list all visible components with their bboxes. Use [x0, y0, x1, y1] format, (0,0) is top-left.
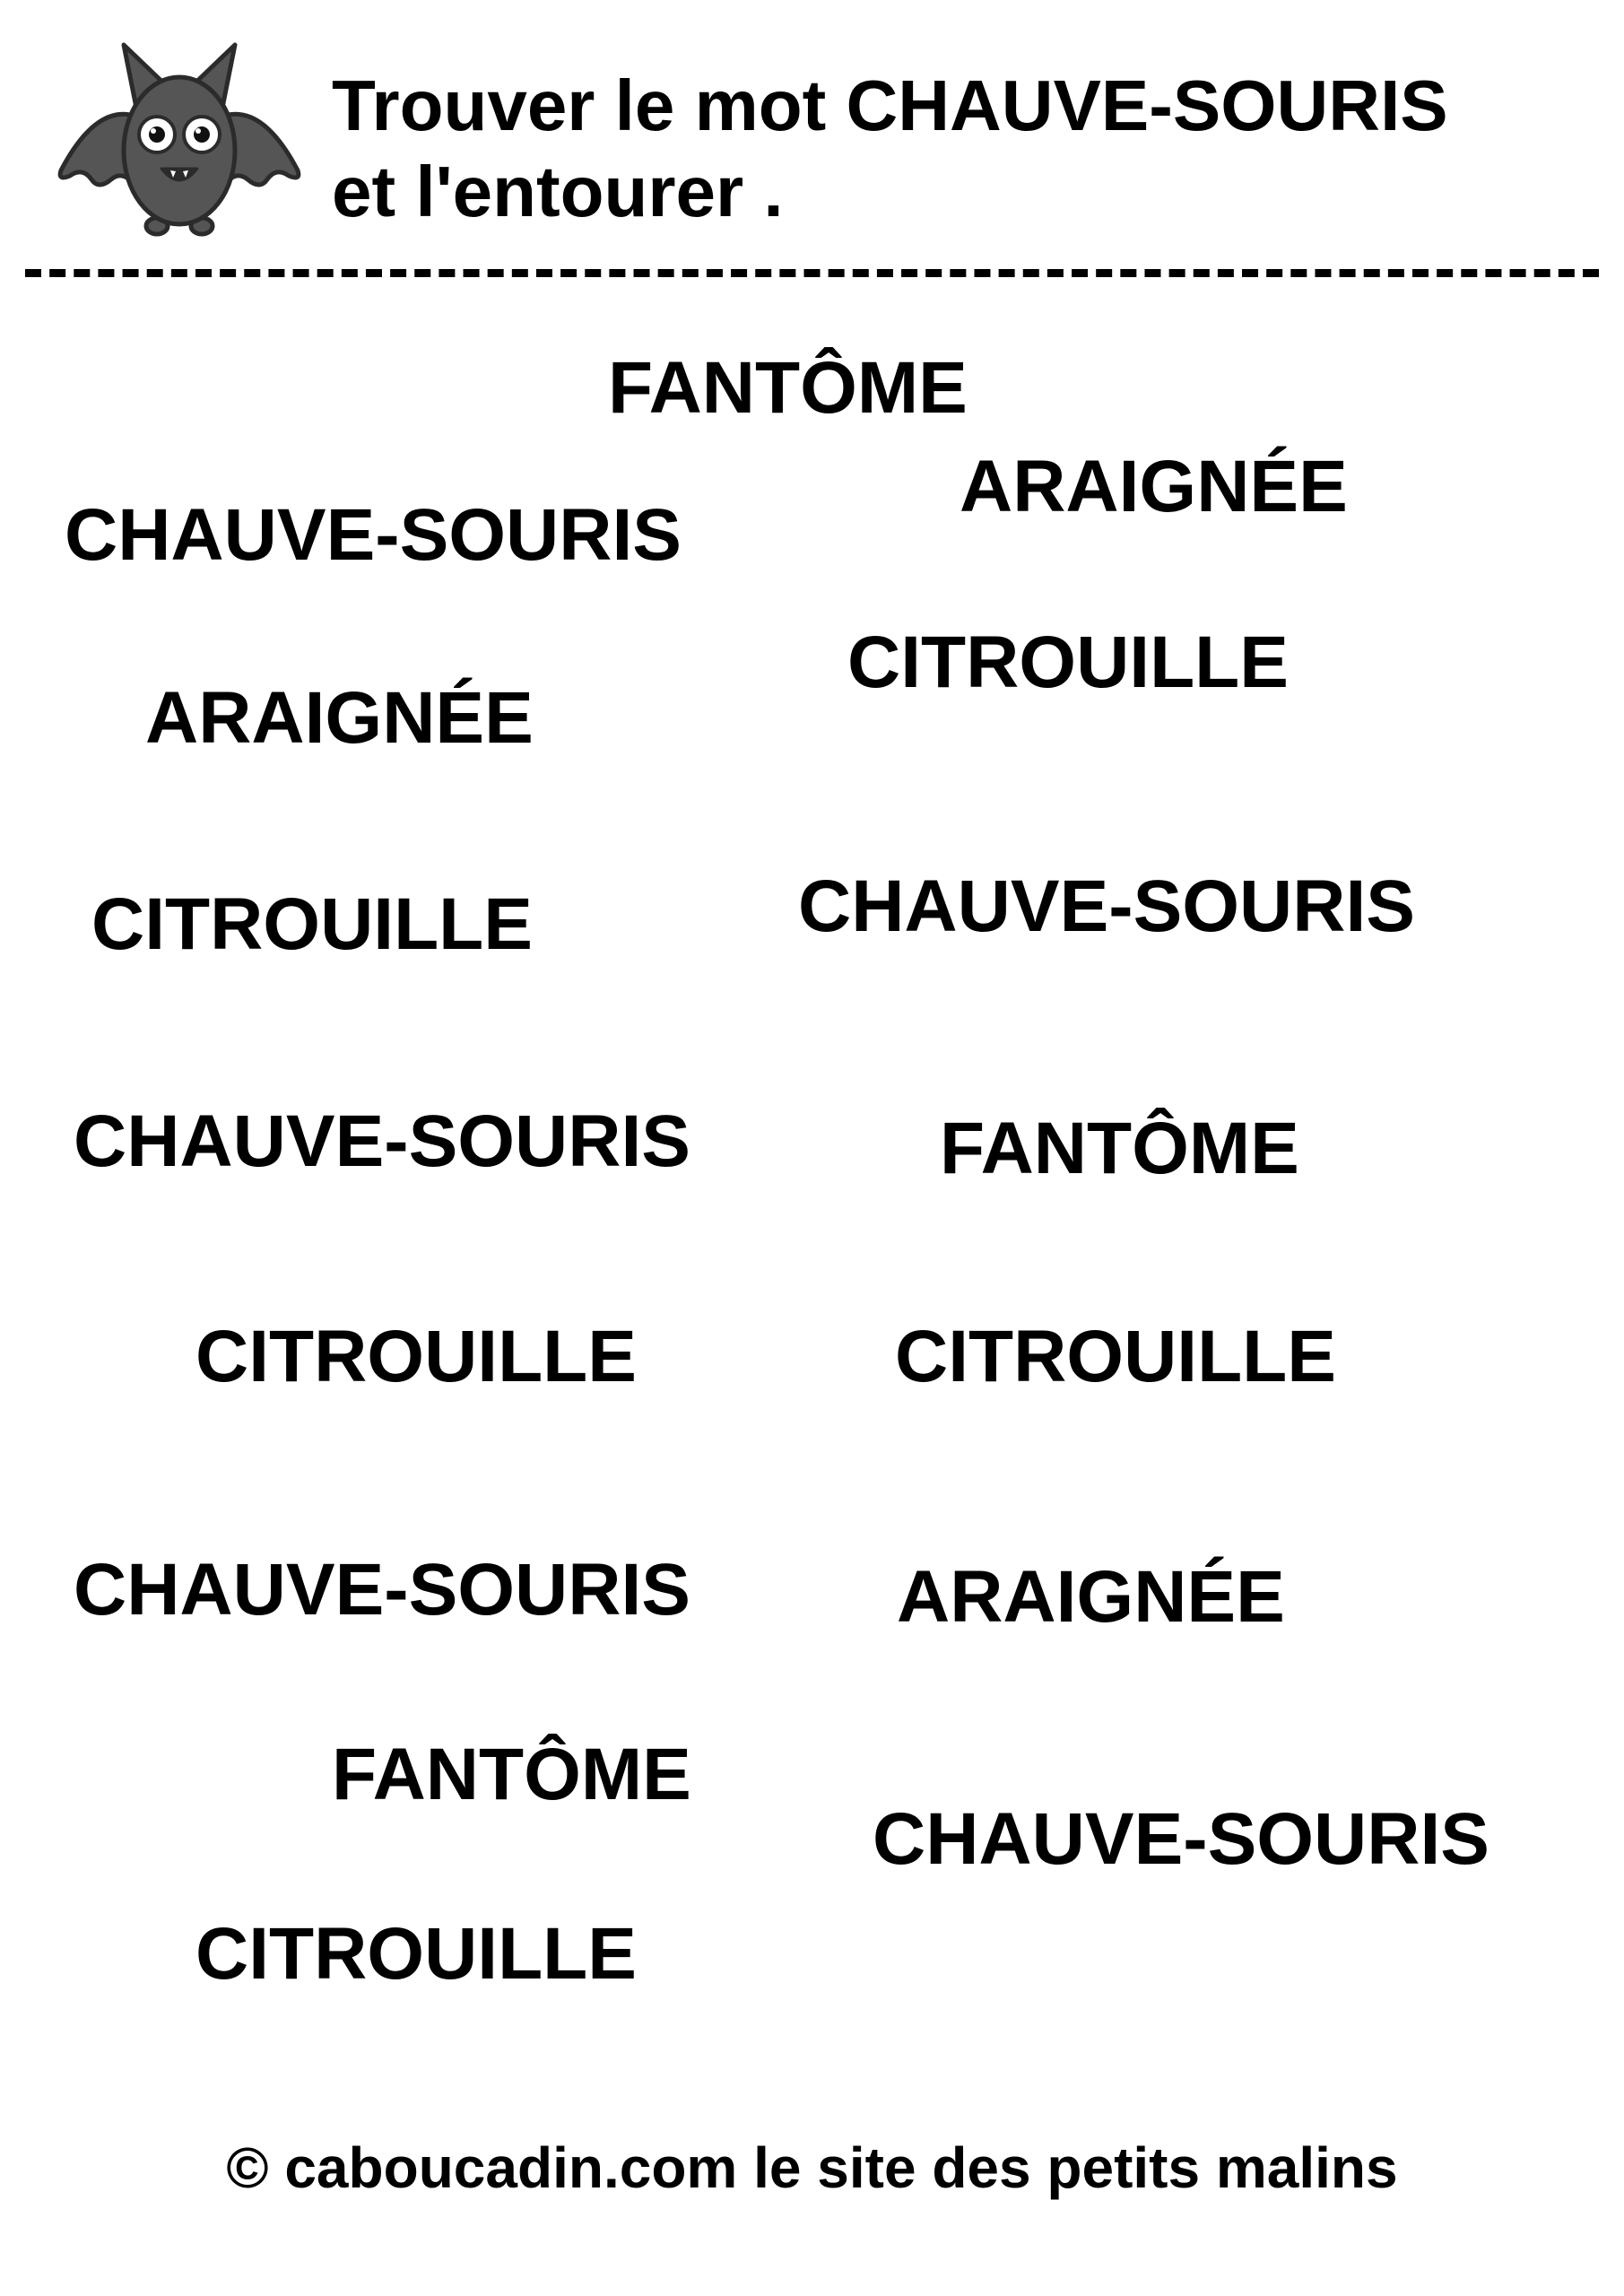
word-citrouille-1[interactable]: CITROUILLE [847, 622, 1289, 703]
word-araignee-1[interactable]: ARAIGNÉE [960, 446, 1348, 527]
word-araignee-2[interactable]: ARAIGNÉE [145, 677, 534, 759]
word-citrouille-3[interactable]: CITROUILLE [195, 1316, 637, 1397]
page-title [332, 63, 1448, 235]
bat-icon [36, 36, 323, 251]
word-fantome-3[interactable]: FANTÔME [332, 1734, 691, 1815]
word-citrouille-5[interactable]: CITROUILLE [195, 1913, 637, 1995]
word-chauve-souris-3[interactable]: CHAUVE-SOURIS [74, 1100, 690, 1182]
word-chauve-souris-4[interactable]: CHAUVE-SOURIS [74, 1549, 690, 1631]
title-line-2: et l'entourer . [332, 152, 784, 231]
word-chauve-souris-1[interactable]: CHAUVE-SOURIS [65, 494, 682, 576]
word-araignee-3[interactable]: ARAIGNÉE [897, 1556, 1285, 1638]
word-citrouille-4[interactable]: CITROUILLE [895, 1316, 1336, 1397]
word-citrouille-2[interactable]: CITROUILLE [91, 883, 533, 965]
word-chauve-souris-2[interactable]: CHAUVE-SOURIS [798, 865, 1415, 947]
word-fantome-2[interactable]: FANTÔME [940, 1108, 1299, 1189]
word-fantome-1[interactable]: FANTÔME [608, 347, 968, 429]
footer-copyright: © caboucadin.com le site des petits malins [226, 2135, 1398, 2200]
dashed-separator [25, 269, 1599, 277]
word-chauve-souris-5[interactable]: CHAUVE-SOURIS [873, 1798, 1489, 1880]
title-line-1: Trouver le mot CHAUVE-SOURIS [332, 65, 1448, 145]
